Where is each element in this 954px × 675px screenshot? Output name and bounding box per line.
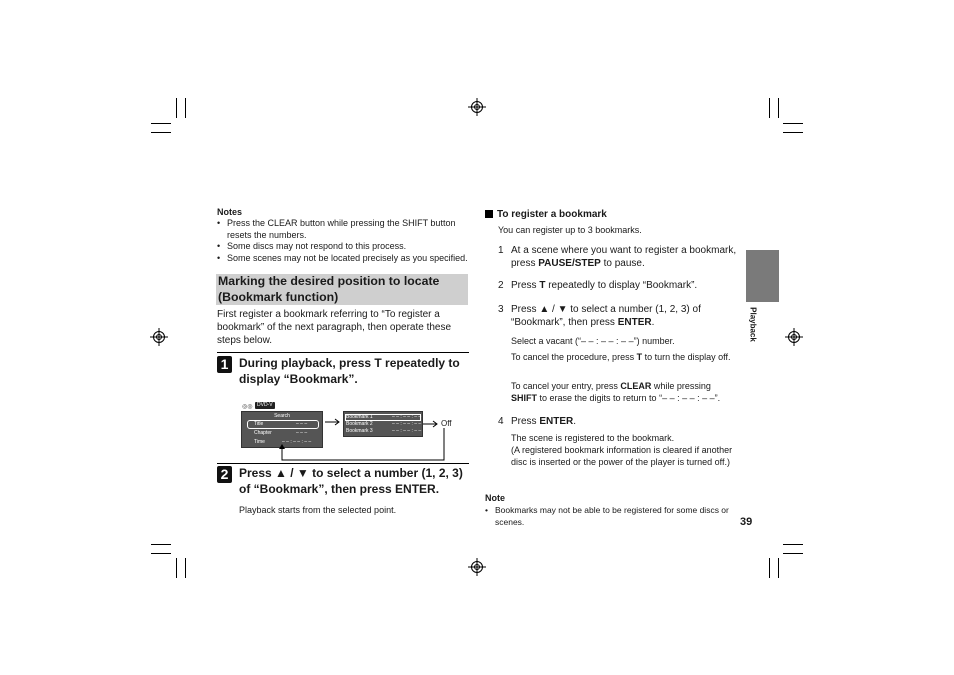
registration-mark-icon xyxy=(785,328,803,346)
note-item: • Some scenes may not be located precisely as you specified. xyxy=(217,253,472,265)
search-row-label: Time xyxy=(254,439,265,445)
register-step-2: Press T repeatedly to display “Bookmark”. xyxy=(511,280,698,291)
note-item: • Some discs may not respond to this process. xyxy=(217,241,472,253)
register-heading xyxy=(485,209,745,220)
dvd-badge: DVD-V xyxy=(257,402,273,408)
bookmark-row-value: – – : – – : – – xyxy=(392,428,422,434)
crop-mark xyxy=(185,558,186,578)
step-3-vacant: Select a vacant (“– – : – – : – –”) number. xyxy=(511,336,675,346)
register-step-1: At a scene where you want to register a bookmark, press PAUSE/STEP to pause. xyxy=(511,245,737,269)
step-number: 3 xyxy=(498,304,504,315)
section-heading-text: Marking the desired position to locate (Bookmark function) xyxy=(218,274,440,304)
step-2-text: Press ▲ / ▼ to select a number (1, 2, 3) of “Bookmark”, then press ENTER. xyxy=(239,466,463,496)
search-row-value: – – – xyxy=(296,430,308,436)
register-step-4: Press ENTER. xyxy=(511,416,577,427)
page-number: 39 xyxy=(740,516,753,528)
side-tab xyxy=(746,250,779,302)
arrow-right-icon xyxy=(325,418,341,426)
search-title: Search xyxy=(274,413,290,419)
bookmark-row-label: Bookmark 2 xyxy=(346,421,373,427)
crop-mark xyxy=(783,553,803,554)
search-row-label: Chapter xyxy=(254,430,272,436)
crop-mark xyxy=(783,544,803,545)
bookmark-row-label: Bookmark 1 xyxy=(346,414,373,420)
note-title: Note xyxy=(485,493,505,503)
registration-mark-icon xyxy=(468,558,486,576)
search-row-label: Title xyxy=(254,421,264,427)
crop-mark xyxy=(778,558,779,578)
notes-title: Notes xyxy=(217,207,243,217)
crop-mark xyxy=(778,98,779,118)
note-item: • Press the CLEAR button while pressing the SHIFT button resets the numbers. xyxy=(217,218,472,241)
bookmark-row-value: – – : – – : – – xyxy=(392,421,422,427)
side-tab-label: Playback xyxy=(748,307,758,342)
search-row-value: – – : – – : – – xyxy=(282,439,312,445)
step-3-entry: To cancel your entry, press CLEAR while pressing SHIFT to erase the digits to return to “– – : – – : – –”. xyxy=(511,381,721,403)
note-item: • Bookmarks may not be able to be registered for some discs or scenes. xyxy=(485,505,743,528)
crop-mark xyxy=(151,123,171,124)
crop-mark xyxy=(151,544,171,545)
crop-mark xyxy=(176,558,177,578)
crop-mark xyxy=(783,123,803,124)
step-divider xyxy=(217,463,469,464)
crop-mark xyxy=(151,132,171,133)
step-divider xyxy=(217,352,469,353)
bookmark-row-value: – – : – – : – – xyxy=(392,414,422,420)
notes-section xyxy=(217,207,472,264)
step-1-badge: 1 xyxy=(217,356,232,373)
step-number: 1 xyxy=(498,245,504,256)
crop-mark xyxy=(185,98,186,118)
step-2-badge: 2 xyxy=(217,466,232,483)
step-1-text: During playback, press T repeatedly to display “Bookmark”. xyxy=(239,356,460,386)
square-bullet-icon xyxy=(485,210,493,218)
registration-mark-icon xyxy=(150,328,168,346)
step-number: 4 xyxy=(498,416,504,427)
crop-mark xyxy=(769,98,770,118)
registration-mark-icon xyxy=(468,98,486,116)
return-loop-arrow-icon xyxy=(276,428,450,462)
crop-mark xyxy=(151,553,171,554)
register-step-3: Press ▲ / ▼ to select a number (1, 2, 3) of “Bookmark”, then press ENTER. xyxy=(511,304,701,328)
crop-mark xyxy=(176,98,177,118)
register-heading-text: To register a bookmark xyxy=(497,209,607,220)
section-heading xyxy=(216,274,468,305)
arrow-right-icon xyxy=(423,420,439,428)
off-label: Off xyxy=(441,419,452,428)
crop-mark xyxy=(783,132,803,133)
intro-paragraph: First register a bookmark referring to “To register a bookmark” of the next paragraph, then operate these steps below. xyxy=(217,309,452,346)
step-4-result: The scene is registered to the bookmark. xyxy=(511,433,675,443)
register-intro: You can register up to 3 bookmarks. xyxy=(498,225,642,235)
disc-icon: ◎◎ xyxy=(242,404,253,410)
search-row-value: – – – xyxy=(296,421,308,427)
step-2-sub: Playback starts from the selected point. xyxy=(239,505,397,515)
crop-mark xyxy=(769,558,770,578)
step-3-cancel: To cancel the procedure, press T to turn the display off. xyxy=(511,352,731,362)
osd-diagram xyxy=(240,400,470,462)
step-number: 2 xyxy=(498,280,504,291)
bookmark-row-label: Bookmark 3 xyxy=(346,428,373,434)
step-4-detail: (A registered bookmark information is cleared if another disc is inserted or the power of the player is turned off.) xyxy=(511,445,733,467)
